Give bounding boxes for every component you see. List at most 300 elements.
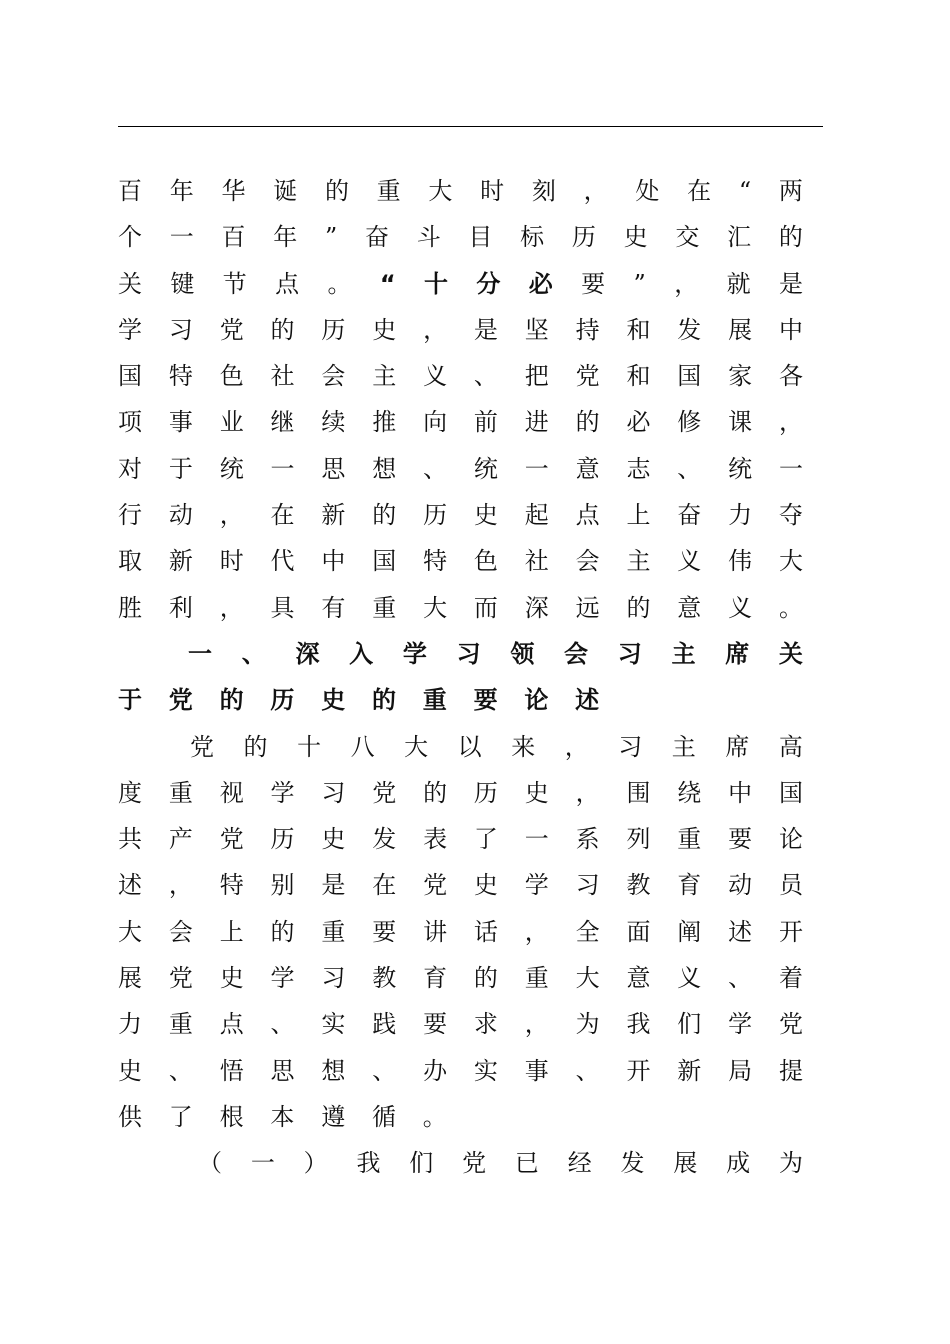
char: 于 — [118, 686, 142, 715]
char: 高 — [778, 732, 803, 761]
char: “ — [738, 177, 752, 205]
char: 来 — [511, 732, 536, 761]
char: 根 — [219, 1102, 244, 1131]
char: 色 — [219, 362, 244, 391]
char: 们 — [677, 1010, 702, 1039]
char: 深 — [295, 639, 320, 668]
char: 产 — [168, 825, 193, 854]
char: 我 — [626, 1010, 651, 1039]
char: 关 — [778, 639, 803, 668]
char: 点 — [219, 1010, 244, 1039]
char: ， — [219, 501, 244, 530]
char: 一 — [524, 825, 549, 854]
char: 学 — [728, 1010, 753, 1039]
char: 领 — [510, 639, 535, 668]
char: 的 — [270, 315, 295, 344]
char: 习 — [617, 639, 642, 668]
char: 思 — [321, 454, 346, 483]
char: 主 — [372, 362, 397, 391]
text-line — [118, 307, 803, 353]
char: 重 — [677, 825, 702, 854]
char: 开 — [778, 917, 803, 946]
text-line — [118, 446, 803, 492]
char: 利 — [168, 593, 193, 622]
char: 年 — [273, 223, 298, 252]
char: 为 — [778, 1149, 803, 1178]
char: 面 — [626, 917, 651, 946]
char: 各 — [778, 362, 803, 391]
char: 国 — [778, 778, 803, 807]
char: 、 — [473, 362, 498, 391]
char: 论 — [524, 686, 549, 715]
char: 入 — [349, 639, 374, 668]
char: 学 — [524, 871, 549, 900]
char: 提 — [778, 1056, 803, 1085]
char: 修 — [677, 408, 702, 437]
char: 发 — [620, 1149, 645, 1178]
char: 想 — [321, 1056, 346, 1085]
char: 课 — [728, 408, 753, 437]
char: 特 — [168, 362, 193, 391]
text-line — [118, 724, 803, 770]
char: 百 — [118, 177, 142, 205]
char: 要 — [581, 269, 606, 298]
char: 一 — [250, 1149, 275, 1178]
char: 党 — [778, 1010, 803, 1039]
char: 党 — [423, 871, 448, 900]
char: 发 — [372, 825, 397, 854]
char: 全 — [575, 917, 600, 946]
char: 起 — [524, 501, 549, 530]
text-line — [118, 399, 803, 445]
char: 夺 — [778, 501, 803, 530]
char: 历 — [571, 223, 596, 252]
char: 中 — [728, 778, 753, 807]
char: 推 — [372, 408, 397, 437]
char: 重 — [524, 964, 549, 993]
char: 重 — [422, 686, 447, 715]
char: 胜 — [118, 593, 142, 622]
char: 华 — [221, 177, 246, 205]
char: 的 — [423, 778, 448, 807]
char: 、 — [575, 1056, 600, 1085]
char: 就 — [726, 269, 751, 298]
char: 史 — [219, 964, 244, 993]
char: 局 — [728, 1056, 753, 1085]
char: 力 — [728, 501, 753, 530]
char: 学 — [402, 639, 427, 668]
char: 国 — [372, 547, 397, 576]
char: 会 — [168, 917, 193, 946]
char: 循 — [371, 1102, 396, 1131]
char: 汇 — [727, 223, 752, 252]
char: 史 — [524, 778, 549, 807]
char: 历 — [473, 778, 498, 807]
char: 想 — [372, 454, 397, 483]
char: 会 — [575, 547, 600, 576]
char: 列 — [626, 825, 651, 854]
char: 大 — [575, 964, 600, 993]
char: ” — [324, 223, 338, 252]
char: 习 — [321, 778, 346, 807]
char: 们 — [409, 1149, 434, 1178]
char: 义 — [677, 547, 702, 576]
char: 事 — [524, 1056, 549, 1085]
char: 百 — [221, 223, 246, 252]
char: 别 — [270, 871, 295, 900]
char: 大 — [118, 917, 142, 946]
char: 展 — [673, 1149, 698, 1178]
char: 的 — [473, 964, 498, 993]
char: 要 — [423, 1010, 448, 1039]
char: 党 — [168, 686, 193, 715]
char: 新 — [168, 547, 193, 576]
char: 意 — [626, 964, 651, 993]
char: 党 — [168, 964, 193, 993]
char: ， — [219, 593, 244, 622]
char: 学 — [270, 778, 295, 807]
char: 思 — [270, 1056, 295, 1085]
char: 伟 — [728, 547, 753, 576]
char: 。 — [422, 1102, 447, 1131]
char: 时 — [219, 547, 244, 576]
char: 奋 — [677, 501, 702, 530]
char: 一 — [188, 639, 212, 668]
char: 员 — [778, 871, 803, 900]
char: 国 — [118, 362, 142, 391]
char: 了 — [473, 825, 498, 854]
char: 要 — [473, 686, 498, 715]
char: 论 — [778, 825, 803, 854]
text-line — [118, 261, 803, 307]
text-line — [118, 955, 803, 1001]
char: 习 — [456, 639, 481, 668]
char: 经 — [567, 1149, 592, 1178]
char: 点 — [575, 501, 600, 530]
char: ， — [583, 177, 608, 205]
char: ， — [674, 269, 699, 298]
char: ， — [778, 408, 803, 437]
text-line — [118, 909, 803, 955]
text-line — [118, 538, 803, 584]
text-line — [118, 770, 803, 816]
char: ， — [524, 1010, 549, 1039]
char: 大 — [778, 547, 803, 576]
char: 史 — [372, 315, 397, 344]
char: 家 — [728, 362, 753, 391]
char: 色 — [473, 547, 498, 576]
char: 社 — [270, 362, 295, 391]
char: 求 — [473, 1010, 498, 1039]
char: 键 — [170, 269, 195, 298]
char: 对 — [118, 454, 142, 483]
char: 的 — [575, 408, 600, 437]
char: 行 — [118, 501, 142, 530]
char: 项 — [118, 408, 142, 437]
char: 把 — [524, 362, 549, 391]
char: 重 — [372, 593, 397, 622]
char: 统 — [473, 454, 498, 483]
char: 意 — [677, 593, 702, 622]
char: 是 — [473, 315, 498, 344]
char: 的 — [371, 686, 396, 715]
char: 展 — [728, 315, 753, 344]
char: 取 — [118, 547, 142, 576]
char: 向 — [423, 408, 448, 437]
char: 开 — [626, 1056, 651, 1085]
char: 主 — [671, 639, 696, 668]
char: 年 — [169, 177, 194, 205]
char: 时 — [480, 177, 505, 205]
char: 目 — [468, 223, 493, 252]
char: 系 — [575, 825, 600, 854]
char: 有 — [321, 593, 346, 622]
char: 深 — [524, 593, 549, 622]
char: 一 — [524, 454, 549, 483]
text-line — [118, 1001, 803, 1047]
char: 特 — [219, 871, 244, 900]
char: 继 — [270, 408, 295, 437]
char: 学 — [270, 964, 295, 993]
char: 史 — [473, 871, 498, 900]
text-line — [118, 168, 803, 214]
char: 业 — [219, 408, 244, 437]
char: 和 — [626, 315, 651, 344]
char: 学 — [118, 315, 142, 344]
char: 一 — [778, 454, 803, 483]
char: 重 — [168, 1010, 193, 1039]
char: 共 — [118, 825, 142, 854]
char: 力 — [118, 1010, 142, 1039]
char: 在 — [270, 501, 295, 530]
char: 育 — [423, 964, 448, 993]
char: 、 — [423, 454, 448, 483]
char: 视 — [219, 778, 244, 807]
text-line — [118, 214, 803, 260]
char: 持 — [575, 315, 600, 344]
char: 会 — [564, 639, 589, 668]
char: 动 — [168, 501, 193, 530]
char: 讲 — [423, 917, 448, 946]
char: 会 — [321, 362, 346, 391]
char: 史 — [623, 223, 648, 252]
char: 教 — [626, 871, 651, 900]
char: 斗 — [416, 223, 441, 252]
char: 新 — [321, 501, 346, 530]
char: 述 — [575, 686, 600, 715]
char: 前 — [473, 408, 498, 437]
char: 中 — [321, 547, 346, 576]
char: 历 — [423, 501, 448, 530]
char: 史 — [118, 1056, 142, 1085]
char: 党 — [462, 1149, 487, 1178]
char: 在 — [687, 177, 712, 205]
char: 是 — [321, 871, 346, 900]
char: 度 — [118, 778, 142, 807]
char: 的 — [626, 593, 651, 622]
char: 和 — [626, 362, 651, 391]
char: 关 — [118, 269, 142, 298]
char: 述 — [728, 917, 753, 946]
char: 历 — [270, 686, 295, 715]
section-heading-line — [118, 677, 600, 723]
char: 交 — [675, 223, 700, 252]
section-heading-line — [118, 631, 803, 677]
char: 的 — [270, 917, 295, 946]
char: 点 — [275, 269, 300, 298]
char: 席 — [725, 639, 750, 668]
char: 教 — [372, 964, 397, 993]
char: 事 — [168, 408, 193, 437]
char: 在 — [372, 871, 397, 900]
char: 展 — [118, 964, 142, 993]
text-line — [118, 862, 803, 908]
char: 绕 — [677, 778, 702, 807]
char: 志 — [626, 454, 651, 483]
char: 必 — [626, 408, 651, 437]
char: 重 — [321, 917, 346, 946]
char: 、 — [241, 639, 266, 668]
char: ， — [575, 778, 600, 807]
char: 党 — [219, 315, 244, 344]
char: 成 — [726, 1149, 751, 1178]
char: 重 — [376, 177, 401, 205]
char: 分 — [476, 269, 501, 298]
char: 实 — [321, 1010, 346, 1039]
char: 进 — [524, 408, 549, 437]
char: 着 — [778, 964, 803, 993]
char: 。 — [778, 593, 803, 622]
char: 践 — [372, 1010, 397, 1039]
char: 远 — [575, 593, 600, 622]
char: “ — [379, 269, 396, 298]
char: 而 — [473, 593, 498, 622]
char: 坚 — [524, 315, 549, 344]
char: 发 — [677, 315, 702, 344]
text-line — [118, 1094, 447, 1140]
char: （ — [198, 1149, 222, 1178]
char: 八 — [350, 732, 375, 761]
char: 上 — [626, 501, 651, 530]
char: 育 — [677, 871, 702, 900]
char: 表 — [423, 825, 448, 854]
char: 统 — [728, 454, 753, 483]
char: 社 — [524, 547, 549, 576]
char: ， — [423, 315, 448, 344]
char: 史 — [473, 501, 498, 530]
char: ， — [524, 917, 549, 946]
char: 习 — [575, 871, 600, 900]
char: 历 — [270, 825, 295, 854]
char: 一 — [270, 454, 295, 483]
char: 奋 — [364, 223, 389, 252]
char: 的 — [243, 732, 268, 761]
char: 话 — [473, 917, 498, 946]
char: 国 — [677, 362, 702, 391]
char: 要 — [372, 917, 397, 946]
text-line — [118, 816, 803, 862]
char: 、 — [372, 1056, 397, 1085]
header-rule — [118, 126, 823, 127]
char: 实 — [473, 1056, 498, 1085]
char: 述 — [118, 871, 142, 900]
char: 党 — [190, 732, 214, 761]
text-line — [118, 1048, 803, 1094]
char: 义 — [677, 964, 702, 993]
char: 具 — [270, 593, 295, 622]
char: 、 — [677, 454, 702, 483]
char: ， — [168, 871, 193, 900]
char: 围 — [626, 778, 651, 807]
char: 处 — [635, 177, 660, 205]
char: 主 — [671, 732, 696, 761]
char: 续 — [321, 408, 346, 437]
char: 习 — [321, 964, 346, 993]
char: 十 — [297, 732, 322, 761]
char: 大 — [428, 177, 453, 205]
char: 个 — [118, 223, 142, 252]
char: 供 — [118, 1102, 142, 1131]
char: 重 — [168, 778, 193, 807]
char: 史 — [321, 825, 346, 854]
char: 史 — [321, 686, 346, 715]
char: 新 — [677, 1056, 702, 1085]
text-line — [118, 585, 803, 631]
char: 两 — [778, 177, 803, 205]
char: 一 — [169, 223, 194, 252]
char: 主 — [626, 547, 651, 576]
char: 党 — [372, 778, 397, 807]
char: 要 — [728, 825, 753, 854]
char: 本 — [270, 1102, 295, 1131]
char: 统 — [219, 454, 244, 483]
char: 刻 — [531, 177, 556, 205]
char: 特 — [423, 547, 448, 576]
char: 代 — [270, 547, 295, 576]
char: 我 — [356, 1149, 381, 1178]
char: 标 — [520, 223, 545, 252]
char: 动 — [728, 871, 753, 900]
char: ） — [303, 1149, 328, 1178]
char: 于 — [168, 454, 193, 483]
char: 、 — [270, 1010, 295, 1039]
char: 意 — [575, 454, 600, 483]
char: ， — [564, 732, 589, 761]
char: 大 — [423, 593, 448, 622]
char: 十 — [424, 269, 449, 298]
char: 以 — [457, 732, 482, 761]
char: 已 — [514, 1149, 539, 1178]
char: 中 — [778, 315, 803, 344]
char: 义 — [423, 362, 448, 391]
char: 遵 — [321, 1102, 346, 1131]
char: 诞 — [273, 177, 298, 205]
text-line — [118, 353, 803, 399]
char: 是 — [778, 269, 803, 298]
char: 为 — [575, 1010, 600, 1039]
text-line — [118, 492, 803, 538]
char: 党 — [219, 825, 244, 854]
char: 了 — [168, 1102, 193, 1131]
char: 必 — [528, 269, 553, 298]
char: 的 — [372, 501, 397, 530]
char: 悟 — [219, 1056, 244, 1085]
char: 的 — [778, 223, 803, 252]
char: 大 — [404, 732, 429, 761]
char: 义 — [728, 593, 753, 622]
char: 党 — [575, 362, 600, 391]
char: 习 — [618, 732, 643, 761]
